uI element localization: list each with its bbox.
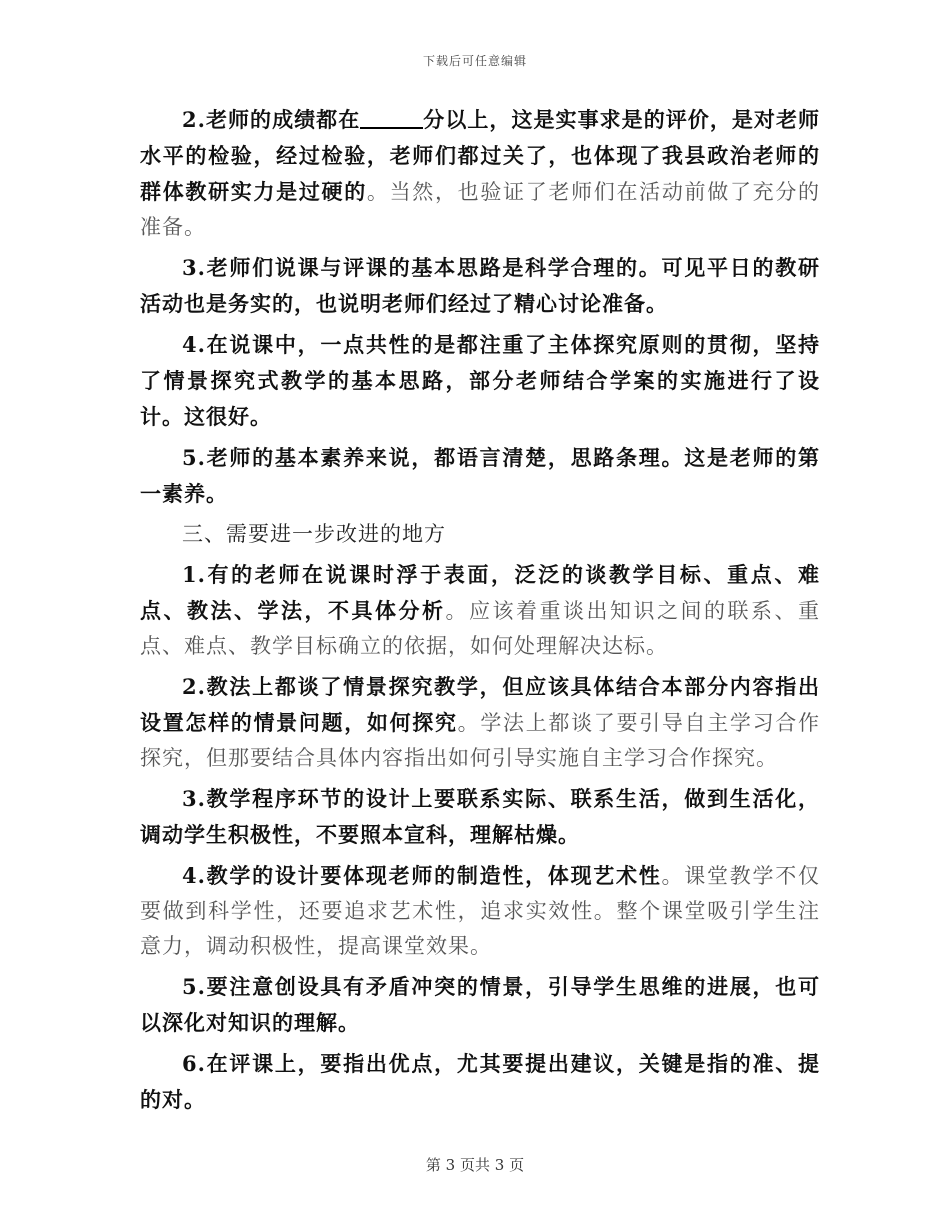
- improvement-2: [140, 669, 820, 776]
- paragraph-bold-text: 4.在说课中，一点共性的是都注重了主体探究原则的贯彻，坚持了情景探究式教学的基本思路，部分老师结合学案的实施进行了设计。这很好。: [140, 332, 820, 429]
- paragraph-bold-text: 2.教法上都谈了情景探究教学，但应该具体结合本部分内容指出设置怎样的情景问题，如何探究: [140, 674, 820, 735]
- paragraph-bold-text: 5.要注意创设具有矛盾冲突的情景，引导学生思维的进展，也可以深化对知识的理解。: [140, 974, 820, 1035]
- improvement-5: [140, 969, 820, 1041]
- paragraph-bold-text: 4.教学的设计要体现老师的制造性，体现艺术性: [182, 863, 662, 888]
- paragraph-bold-text: 老师的成绩都在: [205, 107, 361, 132]
- paragraph-bold-text: 5.老师的基本素养来说，都语言清楚，思路条理。这是老师的第一素养。: [140, 445, 820, 506]
- paragraph-normal-text: 。当然，也验证了老师们在活动前做了充分的准备。: [140, 180, 821, 239]
- page-header: 下载后可任意编辑: [422, 54, 527, 68]
- paragraph-4: [140, 327, 820, 435]
- page-footer: 第 3 页共 3 页: [425, 1156, 525, 1174]
- paragraph-normal-text: 。课堂教学不仅要做到科学性，还要追求艺术性，追求实效性。整个课堂吸引学生注意力，调动积极性，提高课堂效果。: [140, 864, 821, 958]
- paragraph-bold-text: 3.老师们说课与评课的基本思路是科学合理的。可见平日的教研活动也是务实的，也说明老师们经过了精心讨论准备。: [140, 255, 820, 316]
- improvement-3: [140, 781, 820, 853]
- paragraph-3: [140, 250, 820, 322]
- paragraph-5: [140, 440, 820, 512]
- paragraph-2: [140, 102, 820, 245]
- paragraph-bold-text: 6.在评课上，要指出优点，尤其要提出建议，关键是指的准、提的对。: [140, 1051, 820, 1112]
- improvement-4: [140, 858, 820, 964]
- improvement-6: [140, 1046, 820, 1118]
- document-body: [140, 102, 820, 1118]
- paragraph-normal-text: 。应该着重谈出知识之间的联系、重点、难点、教学目标确立的依据，如何处理解决达标。: [140, 599, 820, 658]
- improvement-1: [140, 557, 820, 664]
- paragraph-normal-text: 。学法上都谈了要引导自主学习合作探究，但那要结合具体内容指出如何引导实施自主学习合作探究。: [140, 711, 820, 770]
- section-heading: 三、需要进一步改进的地方: [182, 522, 446, 546]
- paragraph-number: 2.: [182, 107, 206, 132]
- fill-in-blank: [360, 106, 423, 129]
- paragraph-bold-text: 3.教学程序环节的设计上要联系实际、联系生活，做到生活化，调动学生积极性，不要照本宣科，理解枯燥。: [140, 786, 820, 847]
- paragraph-bold-text: 分以上，这是实事求是的评价，是对老师水平的检验，经过检验，老师们都过关了，也体现了我县政治老师的群体教研实力是过硬的: [140, 107, 820, 204]
- paragraph-bold-text: 1.有的老师在说课时浮于表面，泛泛的谈教学目标、重点、难点、教法、学法，不具体分析: [140, 562, 820, 623]
